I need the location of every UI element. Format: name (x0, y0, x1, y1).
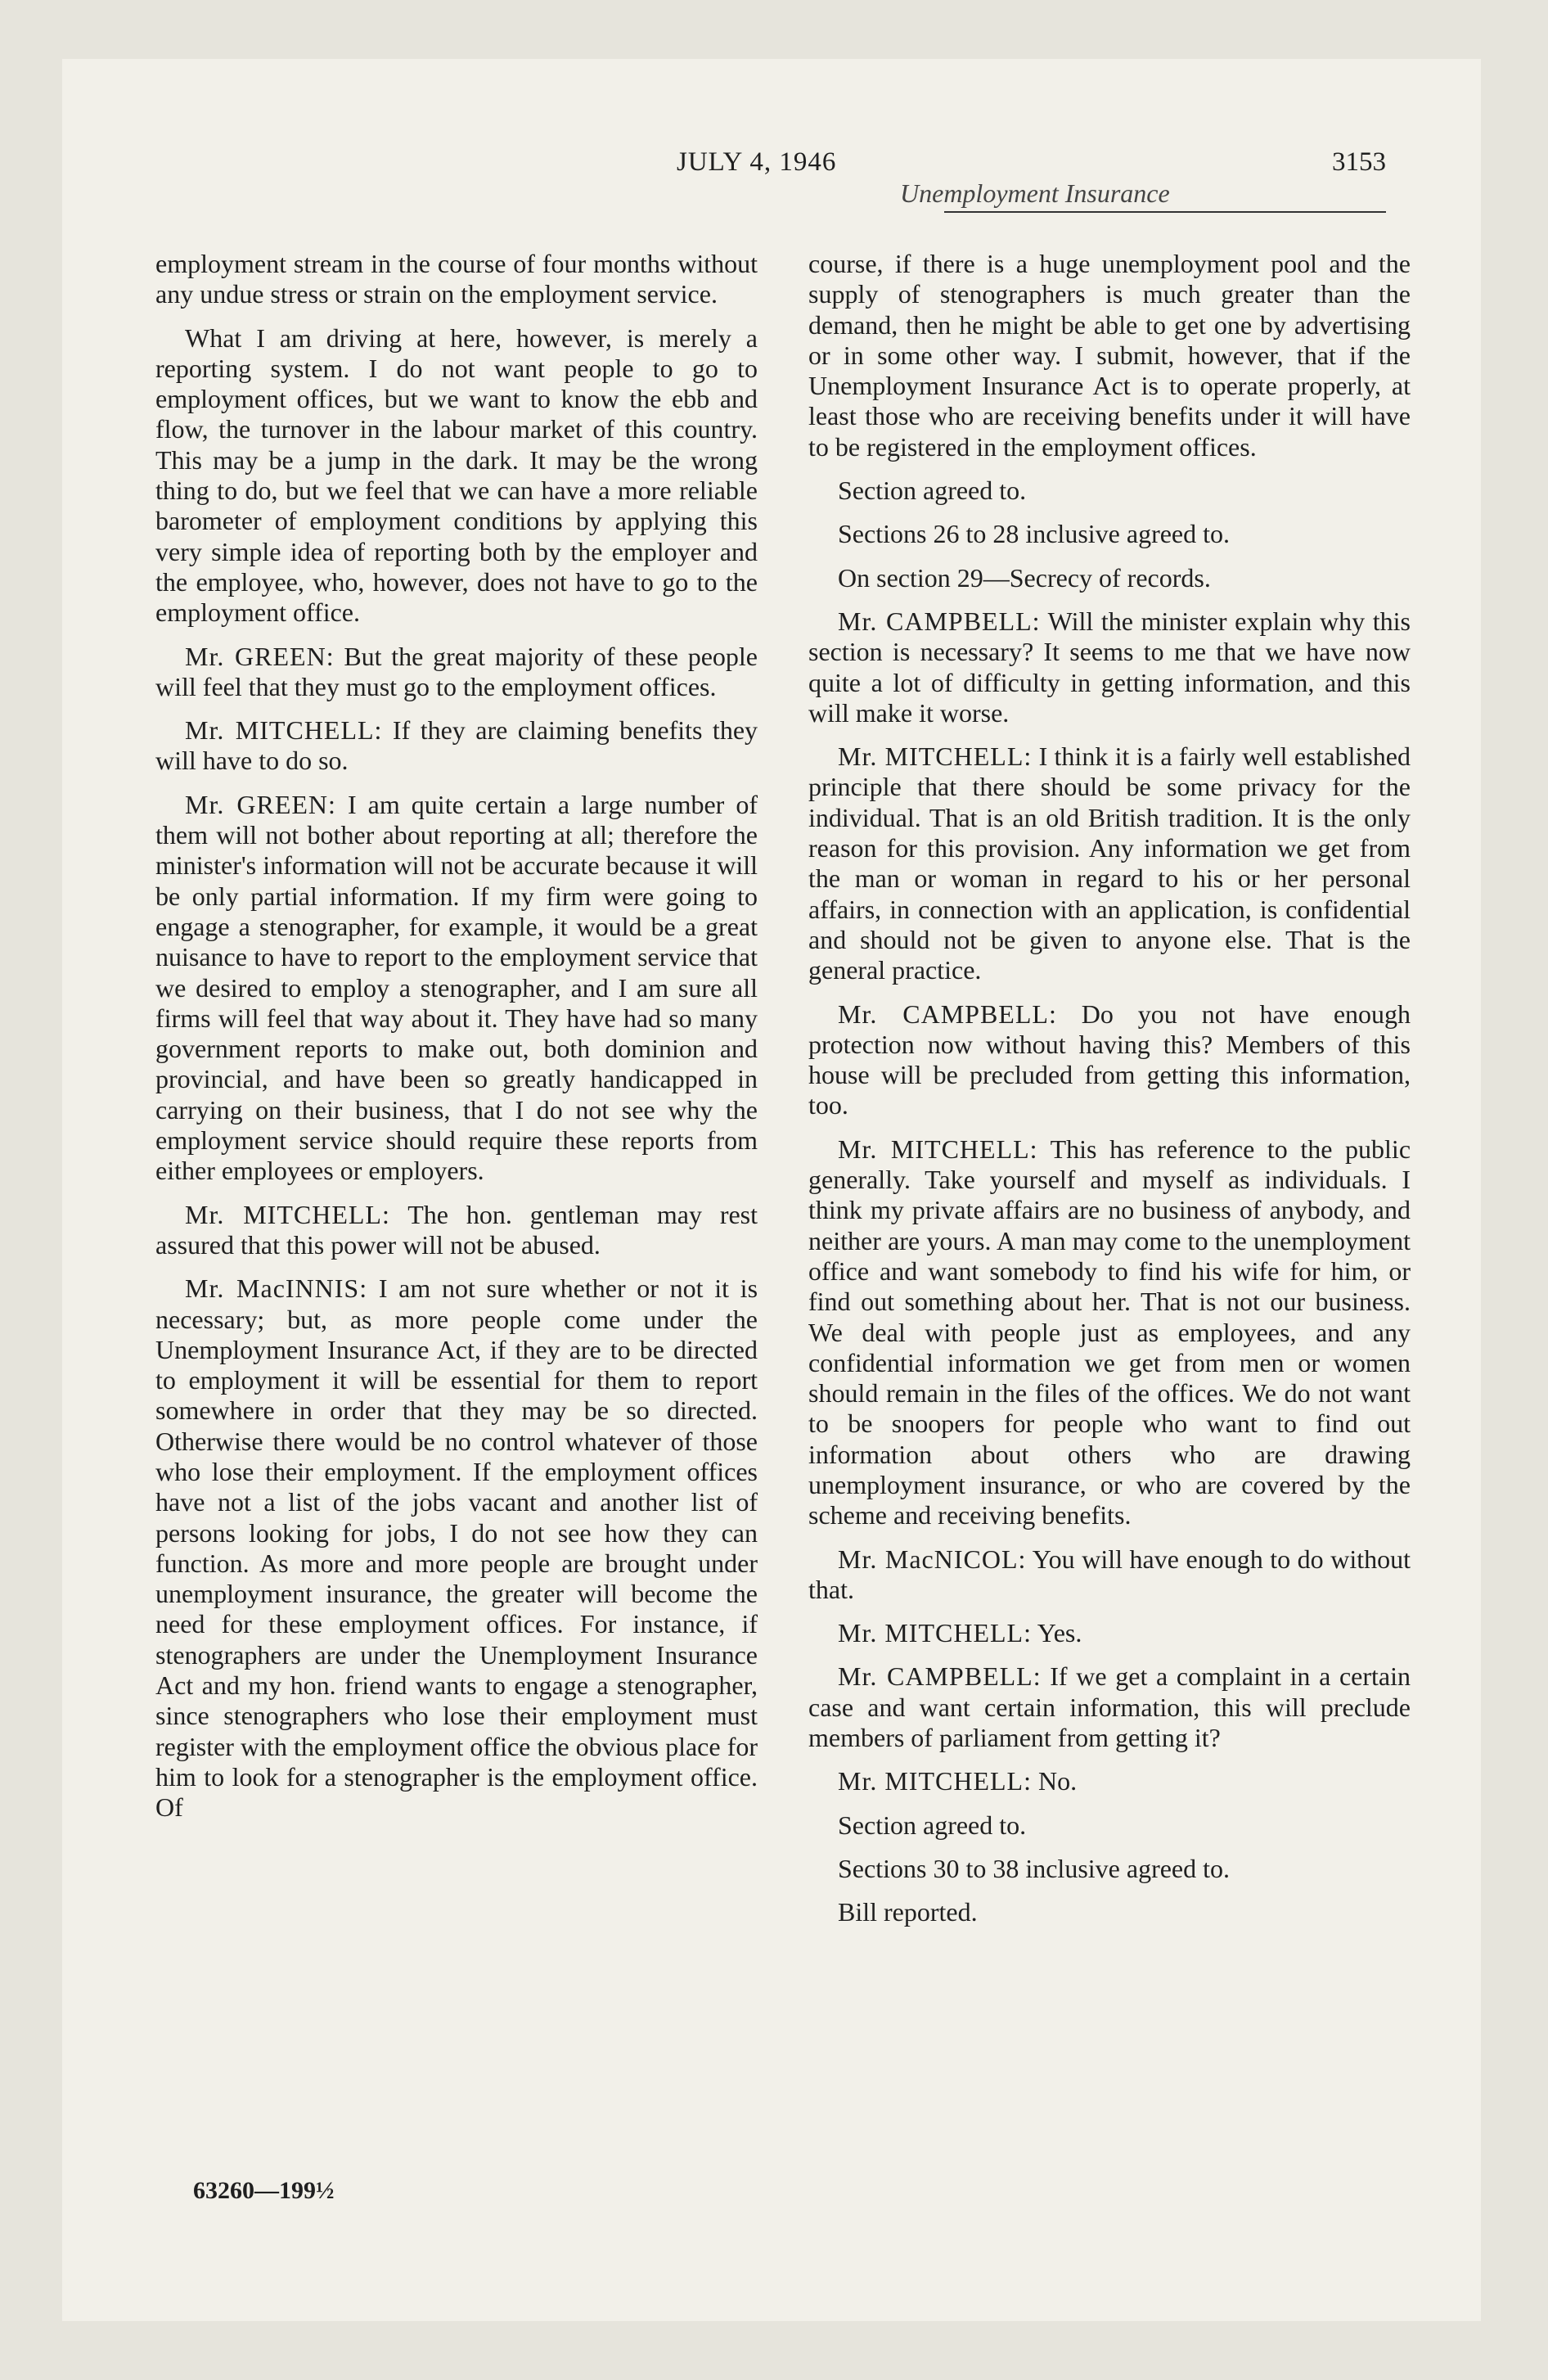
paragraph-text: I think it is a fairly well established principle that there should be some privacy for the individual. That is an old British tradition. It is the only reason for this provision. Any information we get from the man or woman in regard to his or her personal affairs, in connection with an application, is confidential and should not be given to anyone else. That is the general practice. (808, 741, 1411, 985)
left-column (155, 249, 758, 1837)
paragraph-text: No. (1037, 1766, 1078, 1796)
paragraph (155, 715, 758, 777)
paragraph (155, 790, 758, 1187)
right-column (808, 249, 1411, 1941)
paragraph (808, 1544, 1411, 1606)
paragraph-text: On section 29—Secrecy of records. (838, 562, 1211, 593)
paragraph (155, 642, 758, 703)
paragraph (808, 476, 1411, 506)
paragraph-text: Section agreed to. (838, 1810, 1027, 1840)
footer-print-code: 63260—199½ (193, 2177, 335, 2204)
paragraph (808, 1897, 1411, 1927)
paragraph (155, 1273, 758, 1823)
paragraph-text: Yes. (1037, 1618, 1082, 1648)
header-rule (944, 211, 1386, 213)
paragraph-text: employment stream in the course of four months without any undue stress or strain on the employment service. (155, 249, 758, 309)
speaker-name: Mr. MITCHELL: (185, 1199, 390, 1229)
paragraph (808, 1134, 1411, 1531)
paragraph (808, 563, 1411, 593)
paragraph-text: I am quite certain a large number of them will not bother about reporting at all; therefore the minister's information will not be accurate because it will be only partial information. If my firm were going to engage a stenographer, for example, it would be a great nuisance to have to report to the employment service that we desired to employ a stenographer, and I am sure all firms will feel that way about it. They have had so many government reports to make out, both dominion and provincial, and have been so greatly handicapped in carrying on their business, that I do not see why the employment service should require these reports from either employees or employers. (155, 789, 758, 1186)
speaker-name: Mr. MacNICOL: (838, 1544, 1027, 1574)
paragraph-text: Sections 26 to 28 inclusive agreed to. (838, 519, 1231, 549)
speaker-name: Mr. CAMPBELL: (838, 998, 1057, 1029)
paragraph (808, 249, 1411, 462)
paragraph-text: You will have enough to do without that. (808, 1544, 1411, 1604)
speaker-name: Mr. MITCHELL: (838, 1134, 1038, 1164)
paragraph-text: Do you not have enough protection now without having this? Members of this house will be precluded from getting this information, too. (808, 998, 1411, 1120)
page-number: 3153 (1332, 147, 1386, 177)
paragraph-text: course, if there is a huge unemployment pool and the supply of stenographers is much greater than the demand, then he might be able to get one by advertising or in some other way. I submit, however, that if the Unemployment Insurance Act is to operate properly, at least those who are receiving benefits under it will have to be registered in the employment offices. (808, 249, 1411, 462)
paragraph (808, 1618, 1411, 1648)
paragraph (808, 741, 1411, 985)
paragraph-text: Bill reported. (838, 1897, 978, 1927)
speaker-name: Mr. MITCHELL: (838, 1766, 1032, 1796)
paragraph-text: If they are claiming benefits they will have to do so. (155, 715, 758, 776)
speaker-name: Mr. GREEN: (185, 641, 335, 671)
header-date: JULY 4, 1946 (677, 147, 837, 177)
paragraph (155, 1200, 758, 1261)
paragraph-text: The hon. gentleman may rest assured that this power will not be abused. (155, 1199, 758, 1260)
paragraph (155, 249, 758, 310)
paragraph-text: If we get a complaint in a certain case and want certain information, this will preclude members of parliament from getting it? (808, 1661, 1411, 1753)
paragraph (808, 1810, 1411, 1841)
speaker-name: Mr. MITCHELL: (838, 1618, 1032, 1648)
paragraph-text: This has reference to the public generally. Take yourself and myself as individuals. I think my private affairs are no business of anybody, and neither are yours. A man may come to the unemployment office and want somebody to find his wife for him, or find out something about her. That is not our business. We deal with people just as employees, and any confidential information we get from men or women should remain in the files of the offices. We do not want to be snoopers for people who want to find out information about others who are drawing unemployment insurance, or who are covered by the scheme and receiving benefits. (808, 1134, 1411, 1530)
paragraph-text: I am not sure whether or not it is necessary; but, as more people come under the Unemployment Insurance Act, if they are to be directed to employment it will be essential for them to report somewhere in order that they may be so directed. Otherwise there would be no control whatever of those who lose their employment. If the employment offices have not a list of the jobs vacant and another list of persons looking for jobs, I do not see how they can function. As more and more people are brought under unemployment insurance, the greater will become the need for these employment offices. For instance, if stenographers are under the Unemployment Insurance Act and my hon. friend wants to engage a stenographer, since stenographers who lose their employment must register with the employment office the obvious place for him to look for a stenographer is the employment office. Of (155, 1273, 758, 1823)
speaker-name: Mr. MITCHELL: (838, 741, 1033, 772)
paragraph-text: Will the minister explain why this section is necessary? It seems to me that we have now quite a lot of difficulty in getting information, and this will make it worse. (808, 606, 1411, 728)
speaker-name: Mr. CAMPBELL: (838, 1661, 1042, 1692)
speaker-name: Mr. MacINNIS: (185, 1273, 368, 1304)
speaker-name: Mr. MITCHELL: (185, 715, 383, 746)
paragraph-text: But the great majority of these people will feel that they must go to the employment offices. (155, 641, 758, 701)
speaker-name: Mr. CAMPBELL: (838, 606, 1041, 636)
paragraph (808, 999, 1411, 1121)
paragraph (808, 1766, 1411, 1796)
paragraph (808, 606, 1411, 728)
paragraph-text: Section agreed to. (838, 476, 1027, 506)
paragraph-text: What I am driving at here, however, is merely a reporting system. I do not want people to go to employment offices, but we want to know the ebb and flow, the turnover in the labour market of this country. This may be a jump in the dark. It may be the wrong thing to do, but we feel that we can have a more reliable barometer of employment conditions by applying this very simple idea of reporting both by the employer and the employee, who, however, does not have to go to the employment office. (155, 322, 758, 628)
running-header (141, 147, 1386, 213)
paragraph (808, 1661, 1411, 1753)
speaker-name: Mr. GREEN: (185, 789, 336, 819)
header-subject: Unemployment Insurance (900, 178, 1170, 208)
paragraph-text: Sections 30 to 38 inclusive agreed to. (838, 1853, 1231, 1883)
paragraph (808, 519, 1411, 549)
paragraph (155, 323, 758, 629)
paragraph (808, 1854, 1411, 1884)
